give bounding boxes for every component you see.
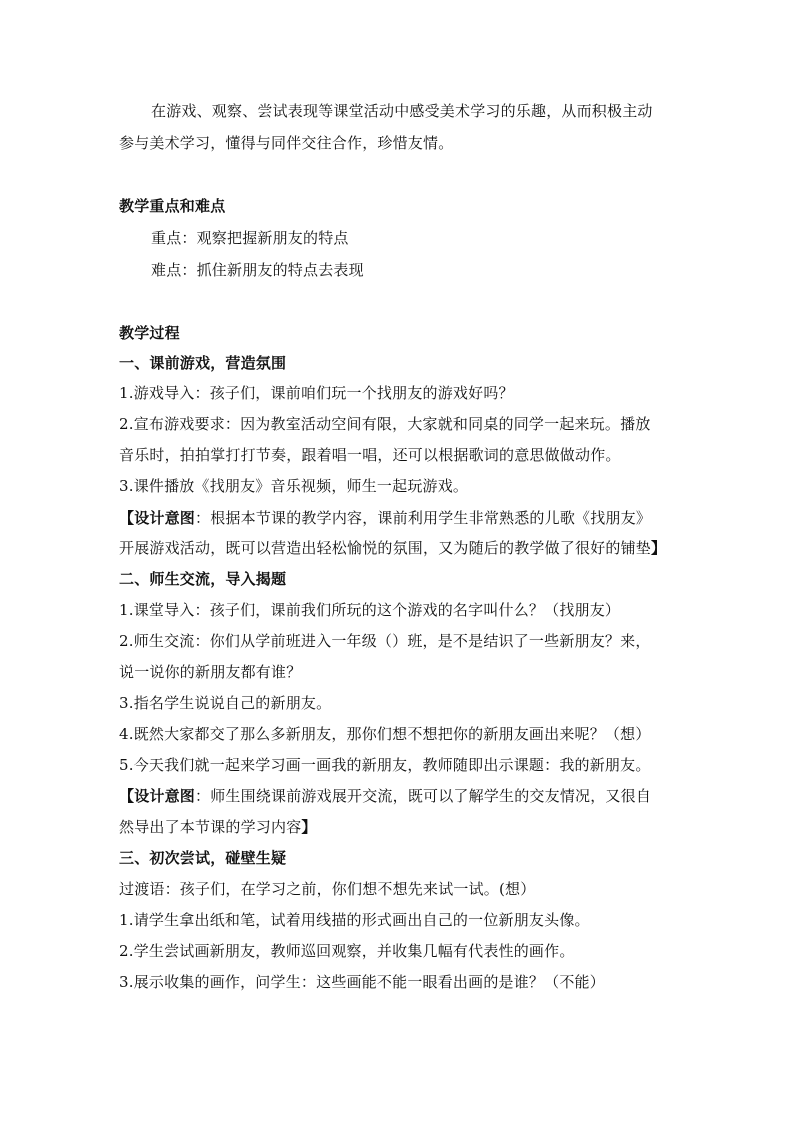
section-3-transition: 过渡语：孩子们，在学习之前，你们想不想先来试一试。(想）: [119, 880, 536, 898]
design-intent-text: ：根据本节课的教学内容，课前利用学生非常熟悉的儿歌《找朋友》: [195, 509, 652, 527]
design-intent-text: 开展游戏活动，既可以营造出轻松愉悦的氛围，又为随后的教学做了很好的铺垫: [119, 539, 652, 557]
section-1-design-line-a: [119, 508, 651, 528]
design-intent-label: 【设计意图: [119, 787, 196, 805]
section-1-item-2a: 2.宣布游戏要求：因为教室活动空间有限，大家就和同桌的同学一起来玩。播放: [119, 415, 651, 433]
section-2-item-2b: 说一说你的新朋友都有谁？: [119, 663, 302, 681]
section-1-design-line-b: [119, 538, 666, 558]
section-2-item-1: 1.课堂导入：孩子们，课前我们所玩的这个游戏的名字叫什么？（找朋友）: [119, 601, 621, 619]
design-intent-text: ：师生围绕课前游戏展开交流，既可以了解学生的交友情况，又很自: [195, 787, 652, 805]
intro-line-2: 参与美术学习，懂得与同伴交往合作，珍惜友情。: [119, 134, 454, 152]
design-intent-close: 】: [651, 539, 667, 557]
section-1-item-2b: 音乐时，拍拍掌打打节奏，跟着唱一唱，还可以根据歌词的意思做做动作。: [119, 446, 621, 464]
section-2-item-4: 4.既然大家都交了那么多新朋友，那你们想不想把你的新朋友画出来呢？（想）: [119, 725, 651, 743]
section-2-item-5: 5.今天我们就一起来学习画一画我的新朋友，教师随即出示课题：我的新朋友。: [119, 756, 651, 774]
process-heading: 教学过程: [119, 324, 180, 342]
section-1-title: 一、课前游戏，营造氛围: [119, 354, 287, 372]
section-3-item-2: 2.学生尝试画新朋友，教师巡回观察，并收集几幅有代表性的画作。: [119, 942, 575, 960]
design-intent-label: 【设计意图: [119, 509, 196, 527]
section-2-design-line-a: [119, 786, 651, 806]
section-1-item-3: 3.课件播放《找朋友》音乐视频，师生一起玩游戏。: [119, 477, 469, 495]
section-2-title: 二、师生交流，导入揭题: [119, 570, 287, 588]
section-2-item-2a: 2.师生交流：你们从学前班进入一年级（）班，是不是结识了一些新朋友？来，: [119, 632, 651, 650]
focus-point: 重点：观察把握新朋友的特点: [151, 229, 349, 247]
design-intent-close: 】: [301, 818, 317, 836]
design-intent-text: 然导出了本节课的学习内容: [119, 818, 302, 836]
intro-line-1: 在游戏、观察、尝试表现等课堂活动中感受美术学习的乐趣，从而积极主动: [151, 102, 653, 120]
key-points-heading: 教学重点和难点: [119, 197, 226, 215]
section-3-item-1: 1.请学生拿出纸和笔，试着用线描的形式画出自己的一位新朋友头像。: [119, 911, 590, 929]
section-1-item-1: 1.游戏导入：孩子们，课前咱们玩一个找朋友的游戏好吗？: [119, 384, 514, 402]
section-3-item-3: 3.展示收集的画作，问学生：这些画能不能一眼看出画的是谁？（不能）: [119, 973, 605, 991]
difficulty-point: 难点：抓住新朋友的特点去表现: [151, 261, 364, 279]
section-3-title: 三、初次尝试，碰壁生疑: [119, 849, 287, 867]
section-2-design-line-b: [119, 817, 317, 837]
section-2-item-3: 3.指名学生说说自己的新朋友。: [119, 694, 332, 712]
